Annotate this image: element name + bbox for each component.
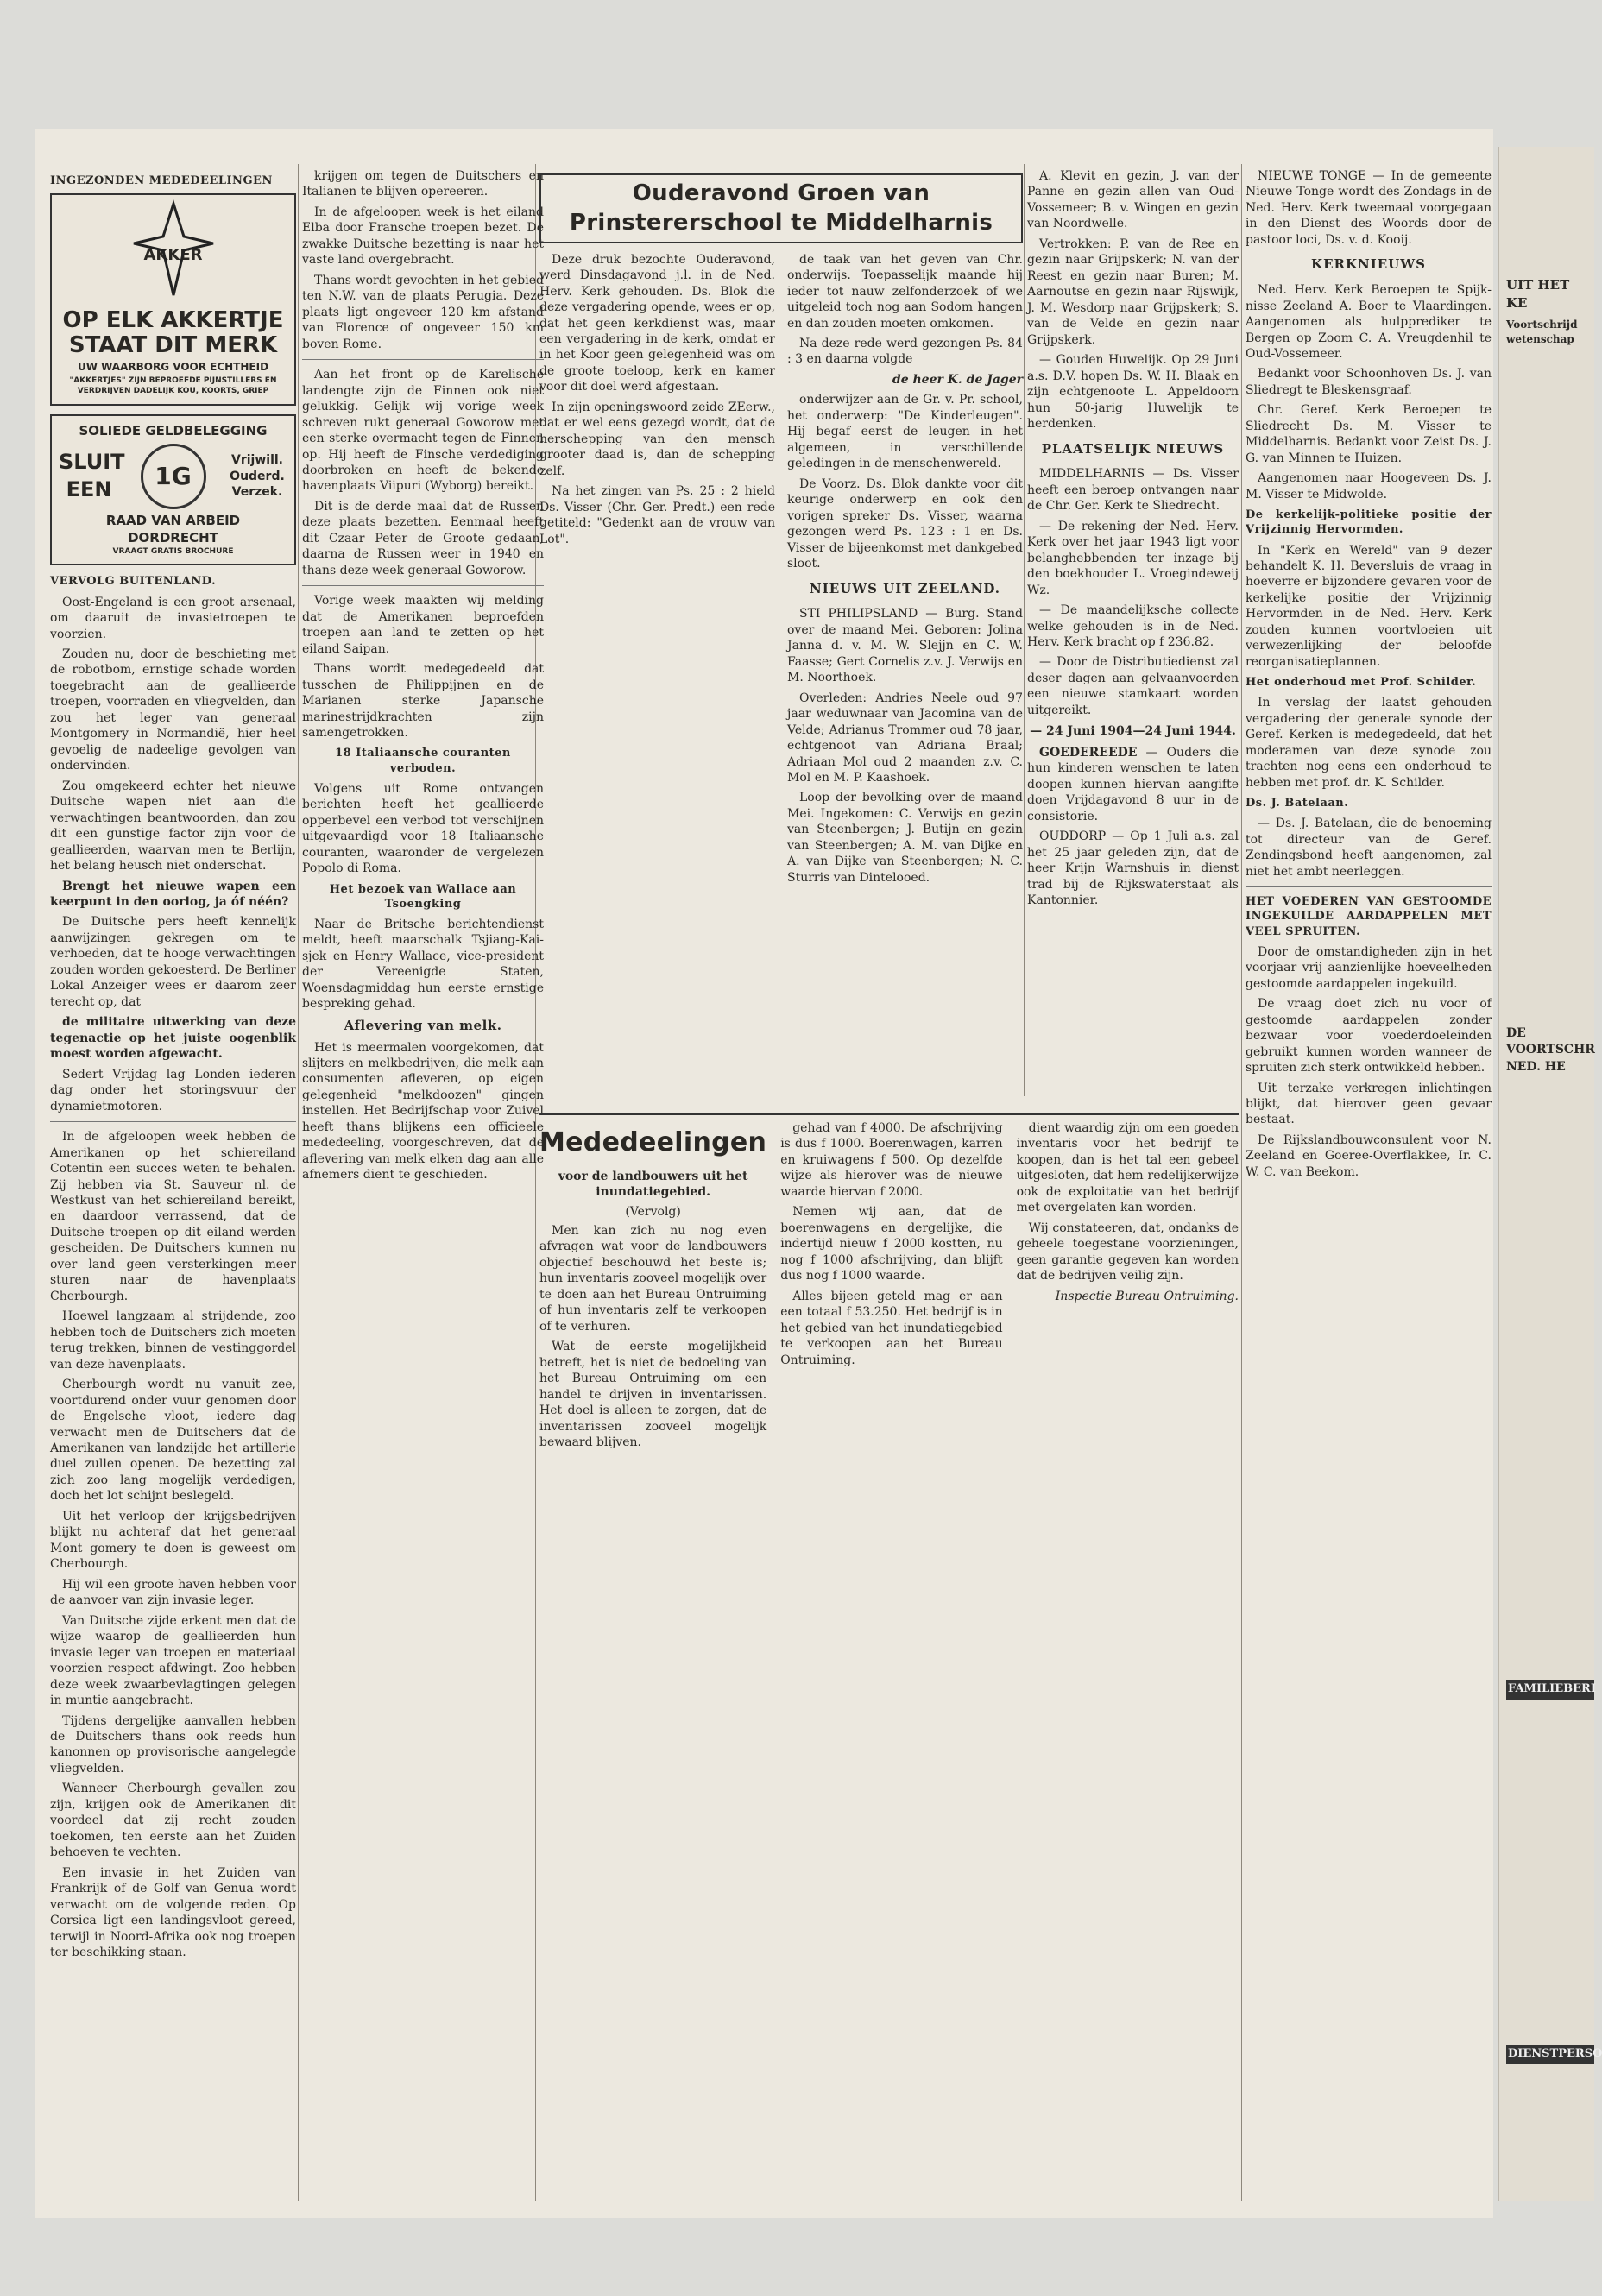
paragraph: — Ds. J. Batelaan, die de benoeming tot directeur van de Geref. Zendingsbond heeft aangenomen, zal niet het ambt neerleggen.	[1246, 817, 1492, 879]
paragraph: — De rekening der Ned. Herv. Kerk over het jaar 1943 ligt voor belanghebbenden ter inzage bij den boekhouder L. Vroegindeweij Wz.	[1027, 519, 1239, 597]
raad-bottom: RAAD VAN ARBEID DORDRECHT	[105, 512, 241, 546]
column-rule	[298, 164, 299, 2201]
akker-slogan-1: OP ELK AKKERTJE	[62, 307, 284, 334]
raad-left: SLUIT EEN	[59, 450, 125, 501]
section-label: INGEZONDEN MEDEDEELINGEN	[50, 174, 273, 187]
heading-mededeelingen: Mededeelingen	[539, 1127, 767, 1157]
raad-seal: 1G	[141, 444, 206, 509]
heading-kerknieuws: KERKNIEUWS	[1311, 256, 1426, 273]
column-2	[302, 168, 544, 1188]
divider	[1246, 886, 1492, 887]
paragraph: Na deze rede werd gezongen Ps. 84 : 3 en daarna volgde	[787, 336, 1023, 367]
akker-slogan-2: STAAT DIT MERK	[68, 331, 278, 358]
heading-schilder: Het onderhoud met Prof. Schilder.	[1246, 676, 1477, 690]
speaker-name: de heer K. de Jager	[892, 372, 1023, 387]
paragraph: — Door de Distributiedienst zal deser dagen aan gelvaanvoerden een nieuwe stamkaart worden uitgereikt.	[1027, 655, 1239, 717]
paragraph: MIDDELHARNIS — Ds. Visser heeft een beroep ontvangen naar de Chr. Ger. Kerk te Sliedrecht.	[1027, 467, 1239, 514]
heading-politiek: De kerkelijk-politieke positie der Vrijzinnig Hervormden.	[1246, 508, 1492, 537]
paragraph	[1027, 745, 1239, 824]
paragraph: Vorige week maakten wij melding dat de Amerikanen beproefden troepen aan land te zetten op het eiland Saipan.	[302, 594, 544, 656]
paragraph: De Rijkslandbouwconsulent voor N. Zeeland en Goeree-Overflakkee, Ir. C. W. C. van Beekom.	[1246, 1132, 1492, 1179]
paragraph: De Voorz. Ds. Blok dankte voor dit keurige onderwerp en ook den vorigen spreker Ds. Visser, waarna gezongen werd Ps. 123 : 1 en Ds. Visser de bijeenkomst met dankgebed sloot.	[787, 476, 1023, 571]
paragraph: Na het zingen van Ps. 25 : 2 hield Ds. Visser (Chr. Ger. Predt.) een rede getiteld: "Gedenkt aan de vrouw van Lot".	[539, 484, 775, 546]
paragraph: Volgens uit Rome ontvangen berichten heeft het geallieerde opperbevel een verbod tot verschijnen uitgevaardigd voor 18 Italiaansche couranten, waaronder de vergelezen Popolo di Roma.	[302, 781, 544, 876]
paragraph: Sedert Vrijdag lag Londen iederen dag onder het storingsvuur der dynamietmotoren.	[50, 1067, 296, 1113]
paragraph: In zijn openingswoord zeide ZEerw., dat er wel eens gezegd wordt, dat de herschepping van den mensch grooter daad is, dan de schepping zelf.	[539, 400, 775, 478]
paragraph: Ned. Herv. Kerk Beroepen te Spijk-nisse Zeeland A. Boer te Vlaardingen. Aangenomen als hulpprediker te Bergen op Zoom C. A. Vreugdenhil te Oud-Vossemeer.	[1246, 283, 1492, 362]
paragraph: dient waardig zijn om een goeden inventaris voor het bedrijf te koopen, dan is het tal een gebeel uitgesloten, dat hem redelijkerwijze ook de exploitatie van het bedrijf met overgelaten kan worden.	[1016, 1121, 1239, 1215]
raad-small: VRAAGT GRATIS BROCHURE	[112, 546, 234, 556]
column-1	[50, 168, 296, 1965]
paragraph: Alles bijeen geteld mag er aan een totaal f 53.250. Het bedrijf is in het gebied van het inundatiegebied te verkoopen aan het Bureau Ontruiming.	[780, 1289, 1003, 1367]
divider	[302, 359, 544, 360]
paragraph: NIEUWE TONGE — In de gemeente Nieuwe Tonge wordt des Zondags in de Ned. Herv. Kerk tweemaal voorgegaan in den Dienst des Woords door de pastoor loci, Ds. v. d. Kooij.	[1246, 169, 1492, 247]
akker-logo-text: AKKER	[143, 245, 203, 264]
paragraph: de militaire uitwerking van deze tegenactie op het juiste oogenblik moest worden afgewacht.	[50, 1015, 296, 1062]
paragraph: STI PHILIPSLAND — Burg. Stand over de maand Mei. Geboren: Jolina Janna d. v. M. W. Slejjn en C. W. Faasse; Gert Cornelis z.v. J. Verwijs en M. Noorthoek.	[787, 607, 1023, 685]
paragraph: De Duitsche pers heeft kennelijk aanwijzingen gekregen om te verhoeden, dat te hooge verwachtingen zouden worden gekoesterd. De Berliner Lokal Anzeiger wees er daarom zeer terecht op, dat	[50, 915, 296, 1009]
heading-melk: Aflevering van melk.	[344, 1017, 502, 1033]
divider	[50, 1121, 296, 1122]
paragraph: In de afgeloopen week hebben de Amerikanen op het schiereiland Cotentin een succes weten te behalen. Zij hebben via St. Sauveur nl. de Westkust van het schiereiland bereikt, en daardoor verrassend, dat de Duitsche troepen op dit eiland werden gescheiden. De Duitschers kunnen nu over land geen versterkingen meer sturen naar de havenplaats Cherbourgh.	[50, 1130, 296, 1303]
headline-ouderavond: Ouderavond Groen van Prinstererschool te Middelharnis	[539, 173, 1023, 243]
raad-top: SOLIEDE GELDBELEGGING	[79, 423, 268, 439]
raad-van-arbeid-advertisement	[50, 414, 296, 565]
heading-voederen: HET VOEDEREN VAN GESTOOMDE INGEKUILDE AARDAPPELEN MET VEEL SPRUITEN.	[1246, 895, 1492, 938]
paragraph: Het is meermalen voorgekomen, dat slijters en melkbedrijven, die melk aan consumenten afleveren, op eigen gelegenheid "melkdoozen" gingen instellen. Het Bedrijfschap voor Zuivel heeft thans blijkens een officieele mededeeling, voorgeschreven, dat de aflevering van melk elken dag aan alle afnemers dient te geschieden.	[302, 1040, 544, 1183]
goedereede-head: GOEDEREEDE	[1039, 745, 1138, 760]
paragraph: Wat de eerste mogelijkheid betreft, het is niet de bedoeling van het Bureau Ontruiming om een handel te drijven in inventarissen. Het doel is alleen te zorgen, dat de inventarissen zooveel mogelijk bewaard blijven.	[539, 1340, 767, 1450]
heading-couranten: 18 Italiaansche couranten verboden.	[335, 747, 511, 775]
akker-tagline: UW WAARBORG VOOR ECHTHEID	[77, 360, 269, 373]
paragraph: Een invasie in het Zuiden van Frankrijk of de Golf van Genua wordt verwacht om de volgende reden. Op Corsica ligt een landingsvloot gereed, terwijl in Noord-Afrika ook nog troepen ter beschikking staan.	[50, 1865, 296, 1960]
paragraph: Hij wil een groote haven hebben voor de aanvoer van zijn invasie leger.	[50, 1577, 296, 1608]
paragraph: Zouden nu, door de beschieting met de robotbom, ernstige schade worden toegebracht aan de geallieerde troepen, voorraden en vliegvelden, dan zou het leger van generaal Montgomery in Normandië, hier heel gevoelig de nadeelige gevolgen van ondervinden.	[50, 647, 296, 773]
mededeelingen-block	[539, 1113, 1239, 2201]
paragraph: Uit het verloop der krijgsbedrijven blijkt nu achteraf dat het generaal Mont gomery te doen is geweest om Cherbourgh.	[50, 1509, 296, 1572]
paragraph: Overleden: Andries Neele oud 97 jaar weduwnaar van Jacomina van de Velde; Adrianus Trommer oud 78 jaar, echtgenoot van Adriana Braal; Adriaan Mol oud 2 maanden z.v. C. Mol en M. P. Kaashoek.	[787, 691, 1023, 785]
paragraph: Naar de Britsche berichtendienst meldt, heeft maarschalk Tsjiang-Kai-sjek en Henry Wallace, vice-president der Vereenigde Staten, Woensdagmiddag hun eerste ernstige bespreking gehad.	[302, 917, 544, 1012]
paragraph: Loop der bevolking over de maand Mei. Ingekomen: C. Verwijs en gezin van Steenbergen; J. Butijn en gezin van Steenbergen; A. M. van Dijke en A. van Dijke van Steenbergen; N. C. Sturris van Dintelooed.	[787, 791, 1023, 885]
paragraph: Oost-Engeland is een groot arsenaal, om daaruit de invasietroepen te voorzien.	[50, 595, 296, 641]
paragraph: Hoewel langzaam al strijdende, zoo hebben toch de Duitschers zich moeten terug trekken, binnen de vestinggordel van deze havenplaats.	[50, 1309, 296, 1372]
article-heading: VERVOLG BUITENLAND.	[50, 575, 217, 589]
paragraph: Uit terzake verkregen inlichtingen blijkt, dat hierover geen gevaar bestaat.	[1246, 1081, 1492, 1127]
paragraph: Dit is de derde maal dat de Russen deze plaats bezetten. Eenmaal heeft dit Czaar Peter de Groote gedaan, daarna de Russen weer in 1940 en thans deze week generaal Goworow.	[302, 499, 544, 577]
paragraph: gehad van f 4000. De afschrijving is dus f 1000. Boerenwagen, karren en kruiwagens f 500. Op dezelfde wijze als hierover was de nieuwe waarde hiervan f 2000.	[780, 1121, 1003, 1199]
paragraph: Men kan zich nu nog even afvragen wat voor de landbouwers objectief beschouwd het beste is; hun inventaris zooveel mogelijk over te doen aan het Bureau Ontruiming of hun inventaris zelf te verkoopen of te verhuren.	[539, 1224, 767, 1334]
next-page-head-3: FAMILIEBERI	[1506, 1680, 1594, 1699]
subheading-mededeelingen: voor de landbouwers uit het inundatiegebied.	[558, 1169, 748, 1200]
jubilee-date: — 24 Juni 1904—24 Juni 1944.	[1030, 724, 1236, 739]
paragraph: Brengt het nieuwe wapen een keerpunt in den oorlog, ja óf néén?	[50, 879, 296, 909]
paragraph: Thans wordt gevochten in het gebied ten N.W. van de plaats Perugia. Deze plaats ligt ongeveer 120 km afstand van Florence of ongeveer 150 km boven Rome.	[302, 273, 544, 351]
paragraph: Thans wordt medegedeeld dat tusschen de Philippijnen en de Marianen sterke Japansche marinestrijdkrachten zijn samengetrokken.	[302, 662, 544, 740]
paragraph: Bedankt voor Schoonhoven Ds. J. van Sliedregt te Bleskensgraaf.	[1246, 367, 1492, 397]
paragraph: krijgen om tegen de Duitschers en Italianen te blijven opereeren.	[302, 169, 544, 199]
paragraph: Wij constateeren, dat, ondanks de geheele toegestane voorzieningen, geen garantie gegeven kan worden dat de bedrijven veilig zijn.	[1016, 1221, 1239, 1284]
paragraph: In de afgeloopen week is het eiland Elba door Fransche troepen bezet. De zwakke Duitsche bezetting is naar het vaste land overgebracht.	[302, 205, 544, 268]
raad-right: Vrijwill. Ouderd. Verzek.	[230, 453, 285, 500]
column-rule	[1241, 164, 1242, 2201]
paragraph: Zou omgekeerd echter het nieuwe Duitsche wapen niet aan die verwachtingen beantwoorden, dan zou dit een gunstige factor zijn voor de geallieerden, waarvan men te Berlijn, het belang heusch niet onderschat.	[50, 779, 296, 874]
akker-logo	[132, 202, 215, 297]
heading-zeeland: NIEUWS UIT ZEELAND.	[809, 580, 1001, 596]
paragraph: Nemen wij aan, dat de boerenwagens en dergelijke, die indertijd nieuw f 2000 kostten, nu nog f 1000 afschrijving, dan blijft dus nog f 1000 waarde.	[780, 1205, 1003, 1284]
column-rule	[1024, 164, 1025, 1096]
signature: Inspectie Bureau Ontruiming.	[1055, 1289, 1239, 1303]
adjacent-page-edge	[1498, 147, 1602, 2201]
column-4-top	[1027, 168, 1239, 1101]
column-5	[1246, 168, 1492, 1184]
next-page-header: UIT HET KE	[1506, 277, 1570, 311]
paragraph: Deze druk bezochte Ouderavond, werd Dinsdagavond j.l. in de Ned. Herv. Kerk gehouden. Ds. Blok die deze vergadering opende, wees er op, dat het geen kerkdienst was, maar een vergadering in de kerk, omdat er in het Koor geen gelegenheid was om de groote toeloop, kerk en kamer voor dit doel werd afgestaan.	[539, 252, 775, 394]
akker-advertisement	[50, 193, 296, 406]
akker-footer: "AKKERTJES" ZIJN BEPROEFDE PIJNSTILLERS EN VERDRIJVEN DADELIJK KOU, KOORTS, GRIEP	[69, 376, 277, 396]
paragraph: A. Klevit en gezin, J. van der Panne en gezin allen van Oud-Vossemeer; B. v. Wingen en gezin van Noordwelle.	[1027, 169, 1239, 231]
goedereede-text: — Ouders die hun kinderen wenschen te laten doopen kunnen hiervan aangifte doen Vrijdagavond 8 uur in de consistorie.	[1027, 745, 1239, 823]
paragraph: OUDDORP — Op 1 Juli a.s. zal het 25 jaar geleden zijn, dat de heer Krijn Warnshuis in dienst trad bij de Rijkswaterstaat als Kantonnier.	[1027, 829, 1239, 908]
heading-wallace: Het bezoek van Wallace aan Tsoengking	[329, 882, 517, 911]
paragraph: De vraag doet zich nu voor of gestoomde aardappelen zonder bezwaar voor voederdoeleinden gebruikt kunnen worden wanneer de spruiten zich sterk ontwikkeld hebben.	[1246, 997, 1492, 1075]
paragraph: — De maandelijksche collecte welke gehouden is in de Ned. Herv. Kerk bracht op f 236.82.	[1027, 603, 1239, 649]
paragraph: In verslag der laatst gehouden vergadering der generale synode der Geref. Kerken is medegedeeld, dat het moderamen van deze synode zou trachten nog eens een onderhoud te hebben met prof. dr. K. Schilder.	[1246, 696, 1492, 790]
paragraph: Aan het front op de Karelische landengte zijn de Finnen ook niet gelukkig. Gelijk wij vorige week schreven rukt generaal Goworow met een sterke overmacht tegen de Finnen op. Hij heeft de Finsche verdediging doorbroken en heeft de bekende havenplaats Viipuri (Wyborg) bereikt.	[302, 368, 544, 494]
heading-plaatselijk-nieuws: PLAATSELIJK NIEUWS	[1041, 440, 1225, 457]
next-page-subhead: Voortschrijd wetenschap	[1506, 319, 1578, 345]
next-page-head-2: DE VOORTSCHR NED. HE	[1506, 1025, 1595, 1074]
paragraph: Wanneer Cherbourgh gevallen zou zijn, krijgen ook de Amerikanen dit voordeel dat zij recht zouden toekomen, ten eerste aan het Zuiden behoeven te vechten.	[50, 1782, 296, 1860]
paragraph: — Gouden Huwelijk. Op 29 Juni a.s. D.V. hopen Ds. W. H. Blaak en zijn echtgenoote L. Appeldoorn hun 50-jarig Huwelijk te herdenken.	[1027, 353, 1239, 432]
paragraph: Chr. Geref. Kerk Beroepen te Sliedrecht Ds. M. Visser te Middelharnis. Bedankt voor Zeist Ds. J. G. van Minnen te Huizen.	[1246, 403, 1492, 465]
next-page-head-4: DIENSTPERSO	[1506, 2045, 1594, 2064]
column-3-top	[539, 168, 1023, 1101]
paragraph: Tijdens dergelijke aanvallen hebben de Duitschers thans ook reeds hun kanonnen op provisorische aangelegde vliegvelden.	[50, 1713, 296, 1776]
paragraph: Door de omstandigheden zijn in het voorjaar vrij aanzienlijke hoeveelheden gestoomde aardappelen ingekuild.	[1246, 944, 1492, 991]
paragraph: onderwijzer aan de Gr. v. Pr. school, het onderwerp: "De Kinderleugen". Hij begaf eerst de leugen in het algemeen, in verschillende geledingen in de menschenwereld.	[787, 393, 1023, 471]
paragraph: Cherbourgh wordt nu vanuit zee, voortdurend onder vuur genomen door de Engelsche vloot, iedere dag verwacht men de Duitschers dat de Amerikanen van landzijde het artillerie duel zullen openen. De bezetting zal zich zoo lang mogelijk verdedigen, doch het lot schijnt beslegeld.	[50, 1378, 296, 1504]
paragraph: de taak van het geven van Chr. onderwijs. Toepasselijk maande hij ieder tot nauw zelfonderzoek of we uitgeleid toch nog aan Sodom hangen en dan zouden moeten omkomen.	[787, 252, 1023, 331]
paragraph: In "Kerk en Wereld" van 9 dezer behandelt K. H. Beversluis de vraag in hoeverre er bijzondere gevaren voor de kerkelijke positie der Vrijzinnig Hervormden in de Ned. Herv. Kerk zouden kunnen voortvloeien uit verwezenlijking der beloofde reorganisatieplannen.	[1246, 543, 1492, 669]
heading-batelaan: Ds. J. Batelaan.	[1246, 797, 1349, 811]
divider	[302, 585, 544, 586]
paragraph: Aangenomen naar Hoogeveen Ds. J. M. Visser te Midwolde.	[1246, 471, 1492, 501]
paragraph: Van Duitsche zijde erkent men dat de wijze waarop de geallieerden hun invasie leger van troepen en materiaal voorzien respect afdwingt. Zoo hebben deze week zwaarbevlagtingen gelegen in muntie aangebracht.	[50, 1613, 296, 1708]
vervolg-label: (Vervolg)	[625, 1204, 681, 1219]
paragraph: Vertrokken: P. van de Ree en gezin naar Grijpskerk; N. van der Reest en gezin naar Buren; M. Aarnoutse en gezin naar Rijswijk, J. M. Wesdorp naar Grijpskerk; S. van de Velde en gezin naar Grijpskerk.	[1027, 237, 1239, 347]
